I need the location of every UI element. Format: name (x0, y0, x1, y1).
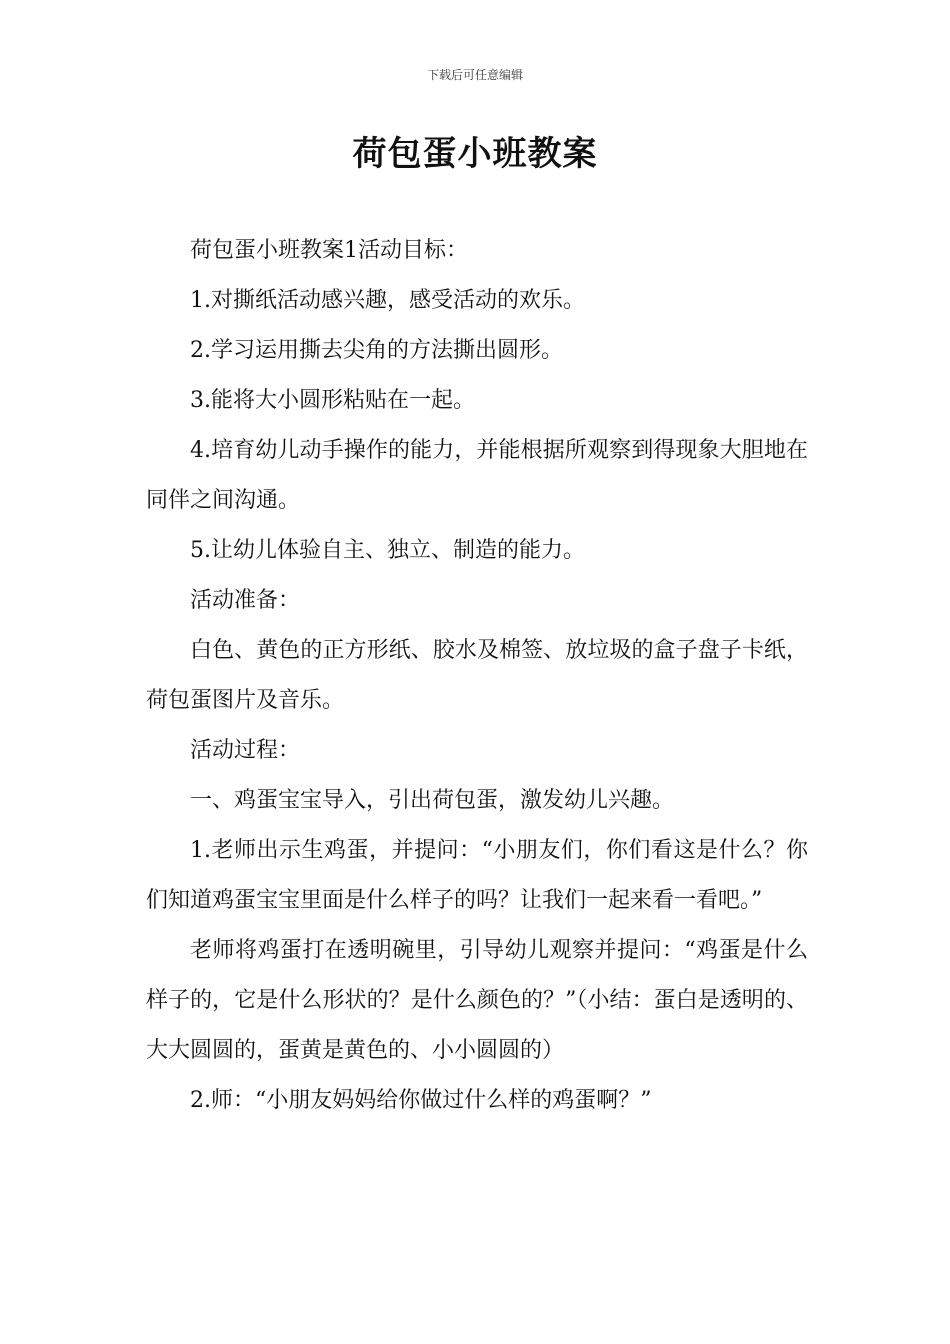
paragraph-step-1-observe: 老师将鸡蛋打在透明碗里，引导幼儿观察并提问：“鸡蛋是什么样子的，它是什么形状的？是什么颜色的？”（小结：蛋白是透明的、大大圆圆的，蛋黄是黄色的、小小圆圆的） (146, 938, 808, 1063)
paragraph-preparation-heading: 活动准备： (190, 588, 301, 613)
paragraph-preparation: 白色、黄色的正方形纸、胶水及棉签、放垃圾的盒子盘子卡纸，荷包蛋图片及音乐。 (146, 638, 808, 713)
paragraph-step-1-heading: 一、鸡蛋宝宝导入，引出荷包蛋，激发幼儿兴趣。 (190, 788, 675, 813)
paragraph-step-1-2: 2.师：“小朋友妈妈给你做过什么样的鸡蛋啊？” (190, 1088, 652, 1113)
paragraph-goal-1: 1.对撕纸活动感兴趣，感受活动的欢乐。 (190, 288, 585, 313)
paragraph-goal-5: 5.让幼儿体验自主、独立、制造的能力。 (190, 538, 585, 563)
document-body (146, 226, 808, 1126)
paragraph-goals-heading: 荷包蛋小班教案1活动目标： (190, 238, 468, 263)
document-title: 荷包蛋小班教案 (352, 134, 598, 174)
paragraph-goal-4: 4.培育幼儿动手操作的能力，并能根据所观察到得现象大胆地在同伴之间沟通。 (146, 438, 808, 513)
paragraph-goal-3: 3.能将大小圆形粘贴在一起。 (190, 388, 475, 413)
header-note: 下载后可任意编辑 (426, 68, 523, 82)
paragraph-process-heading: 活动过程： (190, 738, 301, 763)
paragraph-goal-2: 2.学习运用撕去尖角的方法撕出圆形。 (190, 338, 563, 363)
paragraph-step-1-1: 1.老师出示生鸡蛋，并提问：“小朋友们，你们看这是什么？你们知道鸡蛋宝宝里面是什么样子的吗？让我们一起来看一看吧。” (146, 838, 808, 913)
